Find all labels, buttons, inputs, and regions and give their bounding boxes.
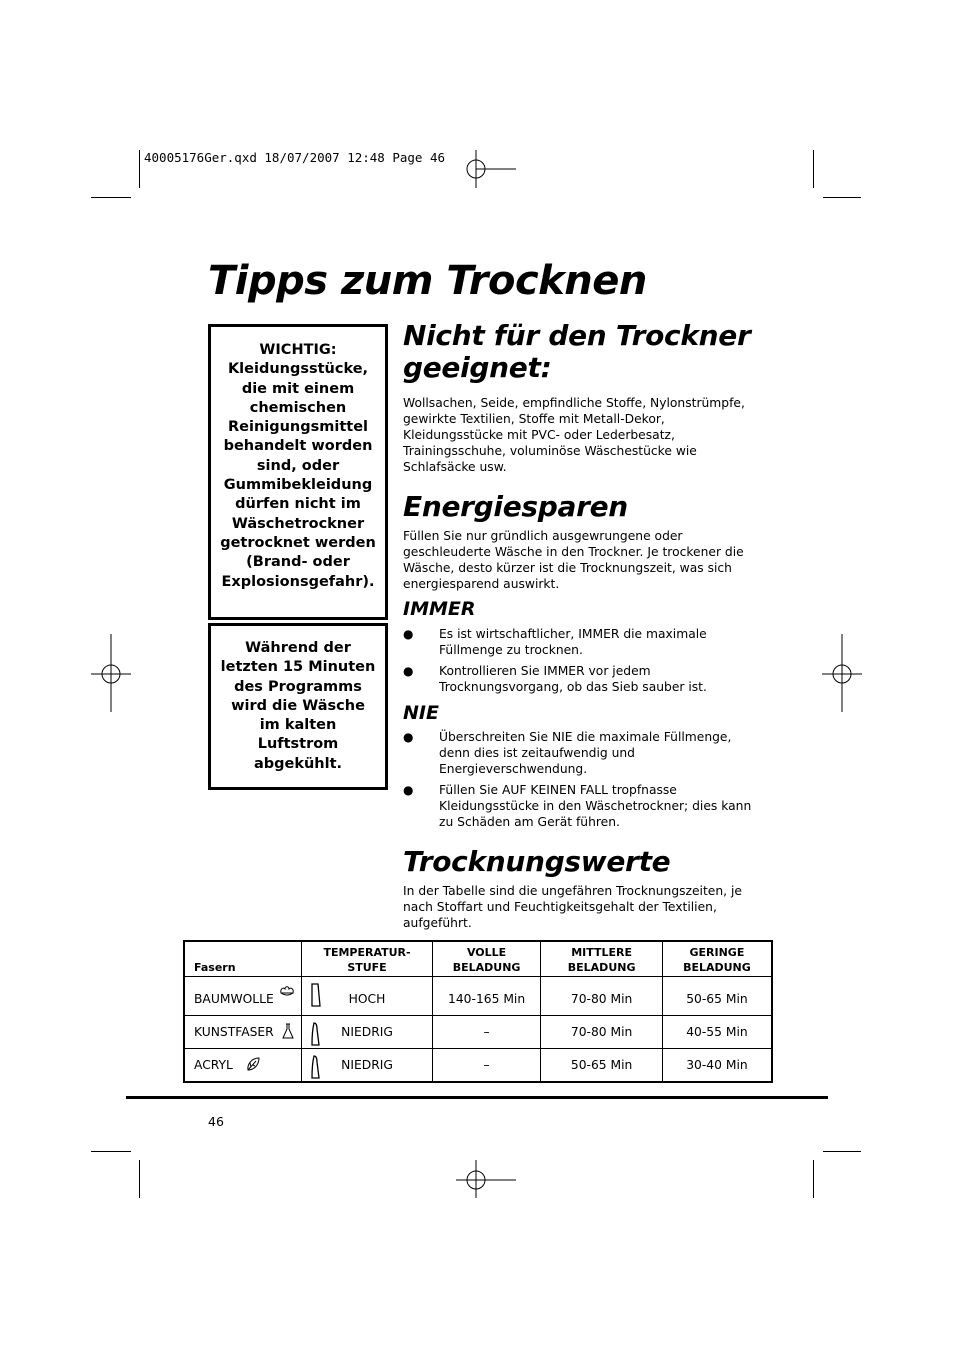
header-text: BELADUNG bbox=[683, 961, 751, 974]
text-line: zu Schäden am Gerät führen. bbox=[439, 815, 620, 829]
page-number: 46 bbox=[208, 1114, 224, 1129]
footer-rule bbox=[126, 1096, 828, 1099]
header-text: VOLLE bbox=[466, 946, 507, 959]
crop-mark bbox=[823, 1151, 861, 1152]
column-header bbox=[302, 941, 433, 977]
temperature-text: HOCH bbox=[348, 992, 386, 1006]
text-line: Füllmenge zu trocknen. bbox=[439, 643, 583, 657]
iron-low-icon bbox=[309, 1054, 323, 1080]
drying-times-table bbox=[183, 940, 773, 1083]
registration-mark-icon bbox=[456, 1160, 516, 1198]
box-line: Kleidungsstücke, bbox=[227, 361, 369, 378]
bullet-icon: ● bbox=[403, 730, 414, 744]
small-load-cell: 30-40 Min bbox=[662, 1049, 772, 1083]
registration-mark-icon bbox=[91, 634, 131, 712]
section-text bbox=[403, 528, 748, 592]
bullet-icon: ● bbox=[403, 664, 414, 678]
box-line: Explosionsgefahr). bbox=[221, 573, 375, 590]
box-line: dürfen nicht im bbox=[235, 496, 361, 513]
table-row bbox=[184, 1049, 772, 1083]
crop-mark bbox=[139, 150, 140, 188]
table-row bbox=[184, 1016, 772, 1049]
medium-load-cell: 50-65 Min bbox=[541, 1049, 662, 1083]
text-line: Es ist wirtschaftlicher, IMMER die maximale bbox=[439, 627, 707, 641]
text-line: denn dies ist zeitaufwendig und bbox=[439, 746, 635, 760]
column-header bbox=[184, 941, 302, 977]
section-text bbox=[403, 883, 748, 931]
text-line: Wäsche, desto kürzer ist die Trocknungszeit, was sich bbox=[403, 561, 732, 575]
box-line: Reinigungsmittel bbox=[227, 419, 369, 436]
medium-load-cell: 70-80 Min bbox=[541, 977, 662, 1016]
crop-mark bbox=[813, 150, 814, 188]
temperature-text: NIEDRIG bbox=[341, 1025, 393, 1039]
header-text: BELADUNG bbox=[452, 961, 521, 974]
full-load-cell: 140-165 Min bbox=[432, 977, 541, 1016]
text-line: In der Tabelle sind die ungefähren Trocknungszeiten, je bbox=[403, 884, 742, 898]
section-heading bbox=[403, 320, 751, 384]
medium-load-cell: 70-80 Min bbox=[541, 1016, 662, 1049]
registration-mark-icon bbox=[822, 634, 862, 712]
box-line: Während der bbox=[245, 640, 351, 656]
text-line: Kleidungsstücke in den Wäschetrockner; dies kann bbox=[439, 799, 752, 813]
box-line: die mit einem bbox=[241, 380, 355, 397]
header-text: STUFE bbox=[347, 961, 387, 974]
text-line: Trainingsschuhe, voluminöse Wäschestücke wie bbox=[403, 444, 697, 458]
box-line: getrocknet werden bbox=[220, 534, 376, 551]
header-text: BELADUNG bbox=[567, 961, 636, 974]
text-line: energiesparend auswirkt. bbox=[403, 577, 560, 591]
text-line: Trocknungsvorgang, ob das Sieb sauber ist. bbox=[439, 680, 707, 694]
bullet-icon: ● bbox=[403, 783, 414, 797]
registration-mark-icon bbox=[456, 150, 516, 188]
crop-mark bbox=[823, 197, 861, 198]
section-heading: Trocknungswerte bbox=[403, 845, 671, 878]
bullet-icon: ● bbox=[403, 627, 414, 641]
header-text: Fasern bbox=[194, 961, 236, 974]
header-text: TEMPERATUR- bbox=[323, 946, 411, 959]
fiber-cell bbox=[184, 1049, 302, 1083]
text-line: aufgeführt. bbox=[403, 916, 472, 930]
column-header bbox=[662, 941, 772, 977]
info-box bbox=[208, 623, 388, 790]
temperature-cell bbox=[302, 977, 433, 1016]
warning-box bbox=[208, 324, 388, 620]
iron-hot-icon bbox=[309, 982, 323, 1008]
subheading-immer: IMMER bbox=[403, 598, 476, 620]
small-load-cell: 40-55 Min bbox=[662, 1016, 772, 1049]
temperature-cell bbox=[302, 1016, 433, 1049]
subheading-nie: NIE bbox=[403, 702, 439, 724]
section-heading: Energiesparen bbox=[403, 490, 628, 523]
box-line: Wäschetrockner bbox=[231, 515, 365, 532]
file-slug: 40005176Ger.qxd 18/07/2007 12:48 Page 46 bbox=[144, 150, 446, 165]
text-line: Energieverschwendung. bbox=[439, 762, 588, 776]
fiber-name: BAUMWOLLE bbox=[194, 992, 274, 1006]
fiber-name: ACRYL bbox=[194, 1058, 233, 1072]
header-text: MITTLERE bbox=[571, 946, 633, 959]
section-text bbox=[403, 395, 748, 475]
flask-icon bbox=[281, 1023, 295, 1039]
box-line: sind, oder bbox=[256, 457, 340, 474]
iron-low-icon bbox=[309, 1021, 323, 1047]
text-line: Kontrollieren Sie IMMER vor jedem bbox=[439, 664, 651, 678]
box-line: letzten 15 Minuten bbox=[220, 659, 376, 676]
text-line: Füllen Sie nur gründlich ausgewrungene oder bbox=[403, 529, 683, 543]
text-line: Schlafsäcke usw. bbox=[403, 460, 507, 474]
text-line: nach Stoffart und Feuchtigkeitsgehalt der Textilien, bbox=[403, 900, 717, 914]
page-title: Tipps zum Trocknen bbox=[208, 258, 647, 304]
box-line: des Programms bbox=[234, 678, 362, 695]
text-line: Wollsachen, Seide, empfindliche Stoffe, Nylonstrümpfe, bbox=[403, 396, 745, 410]
crop-mark bbox=[91, 1151, 131, 1152]
box-line: WICHTIG: bbox=[259, 342, 337, 358]
heading-line: Nicht für den Trockner bbox=[403, 319, 751, 352]
box-line: (Brand- oder bbox=[246, 554, 350, 571]
cotton-boll-icon bbox=[279, 984, 295, 998]
temperature-cell bbox=[302, 1049, 433, 1083]
text-line: geschleuderte Wäsche in den Trockner. Je trockener die bbox=[403, 545, 744, 559]
text-line: Kleidungsstücke mit PVC- oder Lederbesatz, bbox=[403, 428, 675, 442]
box-line: Luftstrom bbox=[257, 736, 339, 753]
column-header bbox=[432, 941, 541, 977]
acrylic-leaf-icon bbox=[245, 1056, 261, 1072]
fiber-name: KUNSTFASER bbox=[194, 1025, 274, 1039]
small-load-cell: 50-65 Min bbox=[662, 977, 772, 1016]
temperature-text: NIEDRIG bbox=[341, 1058, 393, 1072]
table-header-row bbox=[184, 941, 772, 977]
crop-mark bbox=[813, 1160, 814, 1198]
crop-mark bbox=[91, 197, 131, 198]
fiber-cell bbox=[184, 977, 302, 1016]
table-row bbox=[184, 977, 772, 1016]
heading-line: geeignet: bbox=[403, 351, 552, 384]
header-text: GERINGE bbox=[689, 946, 745, 959]
box-line: wird die Wäsche bbox=[231, 697, 365, 714]
column-header bbox=[541, 941, 662, 977]
box-line: Gummibekleidung bbox=[223, 477, 373, 494]
full-load-cell: – bbox=[432, 1049, 541, 1083]
text-line: Füllen Sie AUF KEINEN FALL tropfnasse bbox=[439, 783, 677, 797]
fiber-cell bbox=[184, 1016, 302, 1049]
crop-mark bbox=[139, 1160, 140, 1198]
full-load-cell: – bbox=[432, 1016, 541, 1049]
box-line: abgekühlt. bbox=[253, 755, 343, 772]
box-line: chemischen bbox=[249, 399, 347, 416]
box-line: behandelt worden bbox=[223, 438, 373, 455]
text-line: gewirkte Textilien, Stoffe mit Metall-Dekor, bbox=[403, 412, 665, 426]
box-line: im kalten bbox=[259, 717, 337, 734]
text-line: Überschreiten Sie NIE die maximale Füllmenge, bbox=[439, 730, 732, 744]
